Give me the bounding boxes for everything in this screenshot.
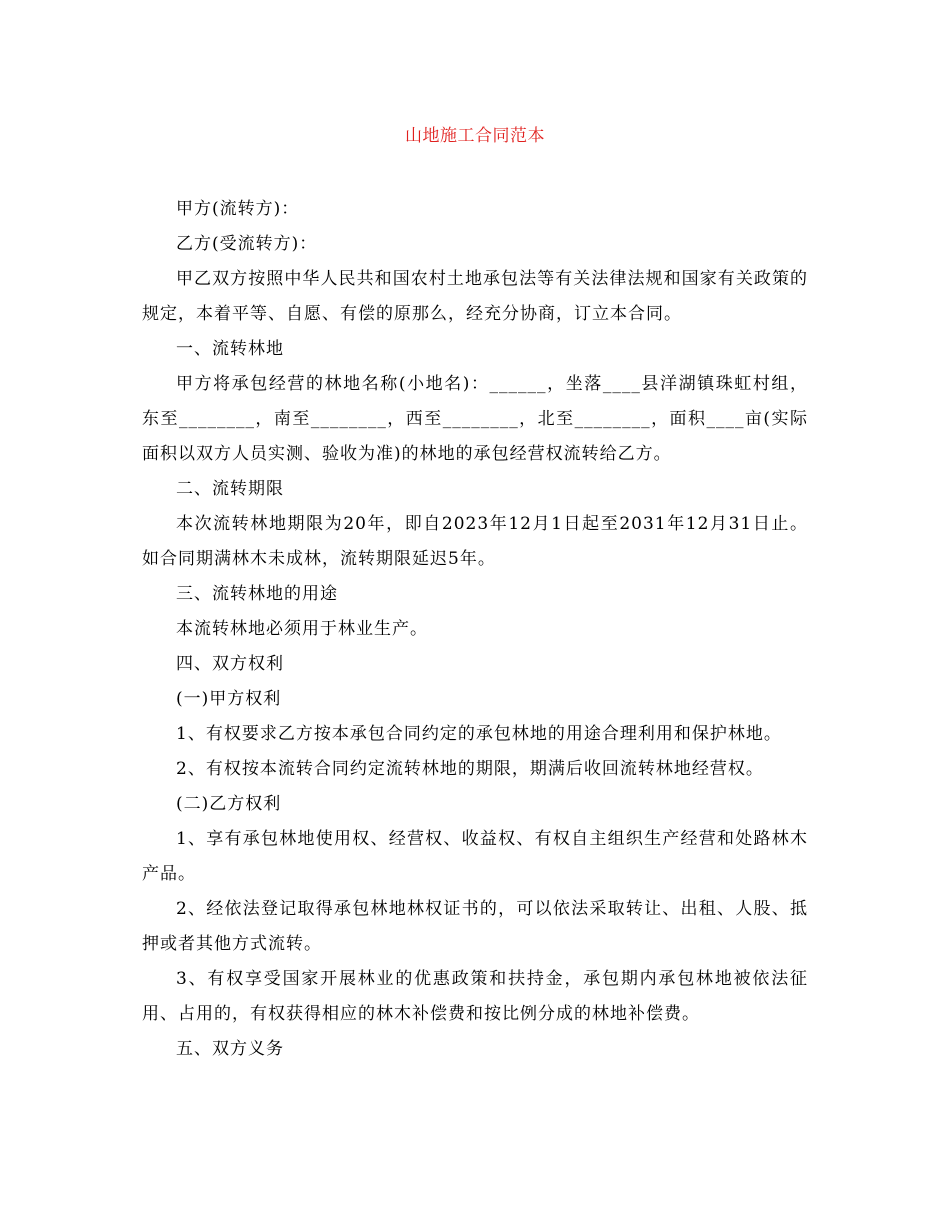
paragraph-party-a-right-2: 2、有权按本流转合同约定流转林地的期限，期满后收回流转林地经营权。 [176, 759, 764, 779]
document-body [142, 192, 808, 1067]
heading-section-3: 三、流转林地的用途 [176, 584, 338, 604]
paragraph-preamble: 甲乙双方按照中华人民共和国农村土地承包法等有关法律法规和国家有关政策的规定，本着平等、自愿、有偿的原那么，经充分协商，订立本合同。 [142, 269, 808, 324]
paragraph-section-1: 甲方将承包经营的林地名称(小地名)：______，坐落____县洋湖镇珠虹村组，东至________，南至________，西至________，北至________，面积____亩(实际面积以双方人员实测、验收为准)的林地的承包经营权流转给乙方。 [142, 374, 808, 464]
paragraph-section-3: 本流转林地必须用于林业生产。 [176, 619, 428, 639]
paragraph-party-b-right-1: 1、享有承包林地使用权、经营权、收益权、有权自主组织生产经营和处路林木产品。 [142, 829, 808, 884]
document-title: 山地施工合同范本 [405, 126, 545, 146]
paragraph-party-b-right-3: 3、有权享受国家开展林业的优惠政策和扶持金，承包期内承包林地被依法征用、占用的，有权获得相应的林木补偿费和按比例分成的林地补偿费。 [142, 969, 808, 1024]
heading-section-4: 四、双方权利 [176, 654, 284, 674]
paragraph-party-a-right-1: 1、有权要求乙方按本承包合同约定的承包林地的用途合理利用和保护林地。 [176, 724, 782, 744]
paragraph-section-2: 本次流转林地期限为20年，即自2023年12月1日起至2031年12月31日止。如合同期满林木未成林，流转期限延迟5年。 [142, 514, 808, 569]
heading-section-2: 二、流转期限 [176, 479, 284, 499]
heading-section-1: 一、流转林地 [176, 339, 284, 359]
heading-section-5: 五、双方义务 [176, 1039, 284, 1059]
paragraph-party-b: 乙方(受流转方)： [176, 234, 318, 254]
paragraph-party-a: 甲方(流转方)： [176, 199, 300, 219]
paragraph-party-b-right-2: 2、经依法登记取得承包林地林权证书的，可以依法采取转让、出租、人股、抵押或者其他方式流转。 [142, 899, 808, 954]
subheading-party-b-rights: (二)乙方权利 [176, 794, 282, 814]
subheading-party-a-rights: (一)甲方权利 [176, 689, 282, 709]
